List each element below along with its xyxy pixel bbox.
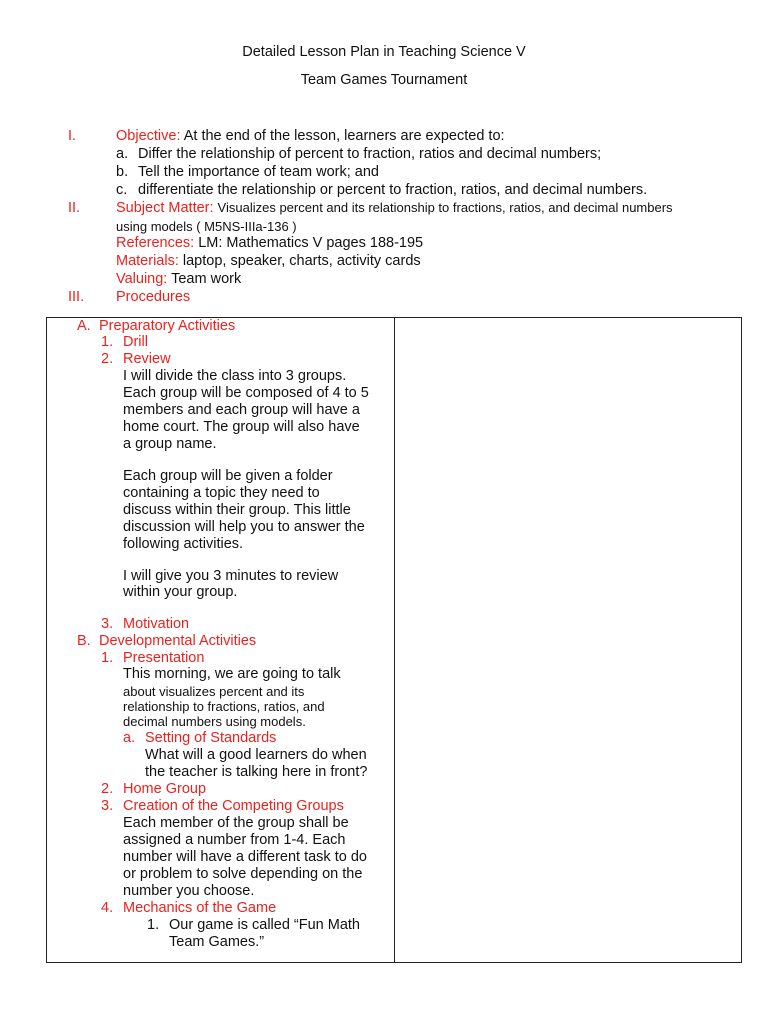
motivation-item	[101, 616, 189, 633]
references-line	[116, 235, 423, 251]
drill-item	[101, 334, 148, 351]
item-marker: 2.	[101, 781, 114, 797]
presentation-line: decimal numbers using models.	[123, 714, 306, 729]
subject-matter-label: Subject Matter:	[116, 200, 214, 216]
section-numeral-3: III.	[68, 289, 85, 305]
review-item	[101, 351, 171, 368]
item-marker: 1.	[101, 650, 114, 666]
heading-marker: A.	[77, 318, 91, 334]
item-marker: a.	[116, 146, 129, 162]
item-marker: a.	[123, 730, 136, 746]
competing-groups-item	[101, 798, 344, 815]
item-marker: 1.	[147, 917, 160, 933]
preparatory-heading	[77, 318, 235, 335]
presentation-line: relationship to fractions, ratios, and	[123, 699, 325, 714]
review-line: members and each group will have a	[123, 402, 360, 418]
subject-matter-text-cont: using models ( M5NS-IIIa-136 )	[116, 219, 297, 234]
review-line: a group name.	[123, 436, 217, 452]
references-text: LM: Mathematics V pages 188-195	[198, 235, 424, 251]
item-text: differentiate the relationship or percent to fraction, ratios, and decimal numbers.	[138, 182, 648, 198]
item-marker: 2.	[101, 351, 114, 367]
competing-line: number will have a different task to do	[123, 849, 367, 865]
valuing-line	[116, 271, 241, 287]
materials-text: laptop, speaker, charts, activity cards	[182, 253, 421, 269]
subject-matter-line	[116, 200, 673, 216]
home-group-item	[101, 781, 206, 798]
item-label: Presentation	[123, 650, 205, 666]
procedures-table	[46, 317, 742, 963]
item-marker: 4.	[101, 900, 114, 916]
standards-line: the teacher is talking here in front?	[145, 764, 368, 780]
item-marker: 3.	[101, 798, 114, 814]
mechanics-subitem	[147, 917, 360, 934]
heading-marker: B.	[77, 633, 91, 649]
review-line: within your group.	[123, 584, 238, 600]
presentation-line: This morning, we are going to talk	[123, 666, 341, 682]
item-text: Differ the relationship of percent to fraction, ratios and decimal numbers;	[138, 146, 602, 162]
developmental-heading	[77, 633, 256, 650]
item-text: Tell the importance of team work; and	[138, 164, 379, 180]
review-line: Each group will be given a folder	[123, 468, 333, 484]
item-label: Motivation	[123, 616, 190, 632]
procedures-label: Procedures	[116, 289, 191, 305]
review-line: discussion will help you to answer the	[123, 519, 365, 535]
objective-item-b	[116, 164, 379, 180]
review-line: containing a topic they need to	[123, 485, 320, 501]
valuing-text: Team work	[171, 271, 242, 287]
item-marker: c.	[116, 182, 128, 198]
mechanics-item	[101, 900, 276, 917]
subject-matter-text: Visualizes percent and its relationship to fractions, ratios, and decimal numbers	[217, 200, 673, 215]
item-label: Home Group	[123, 781, 207, 797]
references-label: References:	[116, 235, 195, 251]
competing-line: Each member of the group shall be	[123, 815, 349, 831]
review-line: I will divide the class into 3 groups.	[123, 368, 347, 384]
valuing-label: Valuing:	[116, 271, 168, 287]
item-label: Mechanics of the Game	[123, 900, 277, 916]
item-text: Our game is called “Fun Math	[169, 917, 360, 933]
item-marker: b.	[116, 164, 129, 180]
objective-label: Objective:	[116, 128, 181, 144]
section-numeral-1: I.	[68, 128, 77, 144]
presentation-item	[101, 650, 204, 667]
objective-item-a	[116, 146, 601, 162]
competing-line: or problem to solve depending on the	[123, 866, 363, 882]
review-line: following activities.	[123, 536, 244, 552]
materials-label: Materials:	[116, 253, 179, 269]
table-column-divider	[394, 318, 395, 962]
review-line: home court. The group will also have	[123, 419, 360, 435]
objective-item-c	[116, 182, 647, 198]
presentation-line: about visualizes percent and its	[123, 684, 305, 699]
item-marker: 1.	[101, 334, 114, 350]
heading-label: Preparatory Activities	[99, 318, 236, 334]
objective-line	[116, 128, 505, 144]
competing-line: number you choose.	[123, 883, 255, 899]
item-label: Review	[123, 351, 171, 367]
materials-line	[116, 253, 421, 269]
item-label: Setting of Standards	[145, 730, 277, 746]
objective-text: At the end of the lesson, learners are expected to:	[183, 128, 505, 144]
mechanics-subitem-cont: Team Games.”	[169, 934, 265, 950]
section-numeral-2: II.	[68, 200, 81, 216]
competing-line: assigned a number from 1-4. Each	[123, 832, 346, 848]
review-line: discuss within their group. This little	[123, 502, 351, 518]
document-subtitle: Team Games Tournament	[300, 72, 468, 88]
setting-standards-item	[123, 730, 276, 747]
review-line: I will give you 3 minutes to review	[123, 568, 339, 584]
review-line: Each group will be composed of 4 to 5	[123, 385, 369, 401]
document-title: Detailed Lesson Plan in Teaching Science V	[242, 44, 526, 60]
heading-label: Developmental Activities	[99, 633, 257, 649]
item-label: Creation of the Competing Groups	[123, 798, 344, 814]
item-label: Drill	[123, 334, 148, 350]
item-marker: 3.	[101, 616, 114, 632]
standards-line: What will a good learners do when	[145, 747, 367, 763]
